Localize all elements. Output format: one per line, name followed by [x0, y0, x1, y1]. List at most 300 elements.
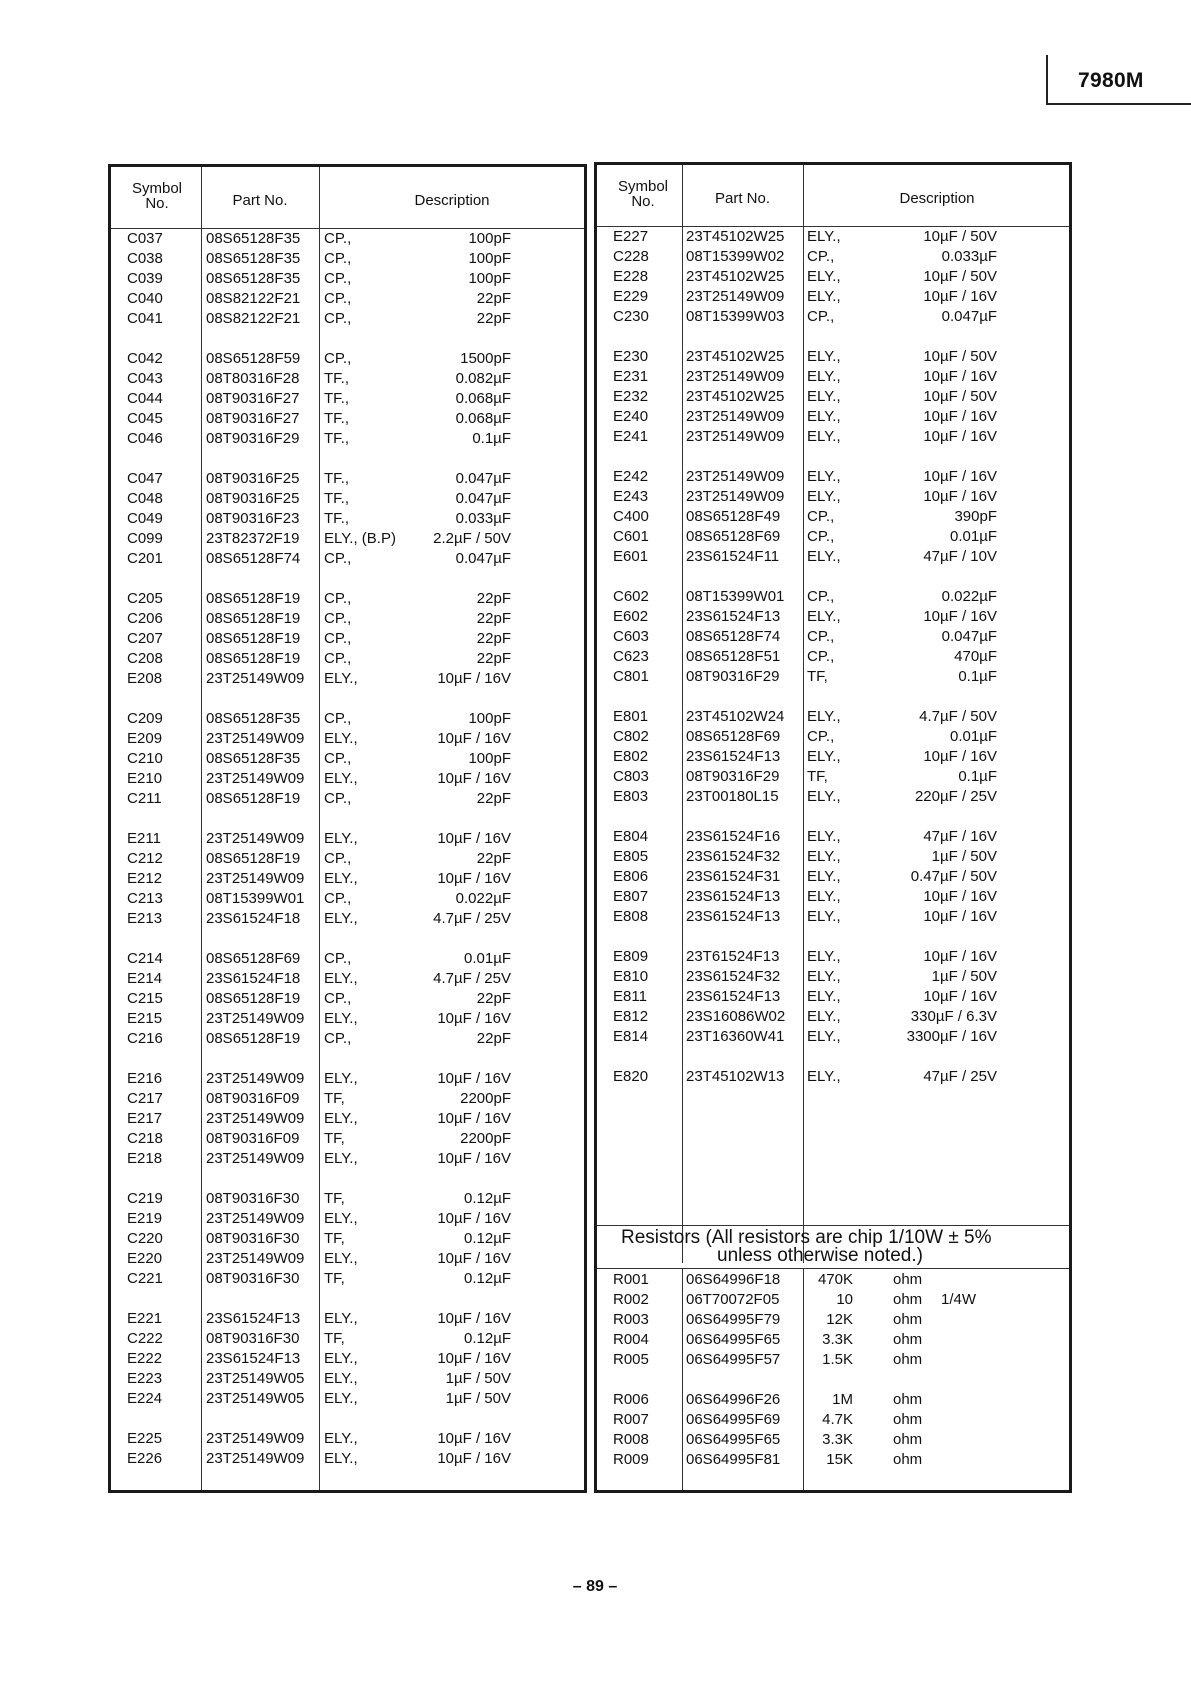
- part-number-cell: 23T25149W09: [206, 770, 305, 787]
- symbol-cell: C214: [127, 950, 163, 967]
- value-cell: 0.068µF: [455, 390, 511, 407]
- table-row: [597, 1390, 1069, 1410]
- value-cell: 12K: [826, 1311, 853, 1328]
- symbol-cell: C221: [127, 1270, 163, 1287]
- value-cell: 10: [836, 1291, 853, 1308]
- part-number-cell: 06S64995F79: [686, 1311, 781, 1328]
- value-cell: 3.3K: [822, 1431, 853, 1448]
- symbol-header: Symbol No.: [131, 180, 183, 212]
- table-row: [597, 667, 1069, 687]
- symbol-cell: R006: [613, 1391, 649, 1408]
- resistors-note: unless otherwise noted.): [717, 1245, 923, 1266]
- type-cell: TF,: [324, 1230, 345, 1247]
- symbol-cell: C209: [127, 710, 163, 727]
- table-row: [597, 1290, 1069, 1310]
- type-cell: TF,: [324, 1130, 345, 1147]
- value-cell: 10µF / 16V: [923, 428, 997, 445]
- part-number-cell: 23T25149W09: [686, 488, 785, 505]
- type-cell: CP.,: [807, 648, 835, 665]
- table-row: [111, 629, 584, 649]
- table-row: [597, 647, 1069, 667]
- type-cell: CP.,: [807, 628, 835, 645]
- type-cell: ELY.,: [324, 870, 358, 887]
- unit-cell: ohm: [893, 1311, 923, 1328]
- symbol-cell: R007: [613, 1411, 649, 1428]
- value-cell: 0.1µF: [472, 430, 511, 447]
- part-number-cell: 08S65128F69: [686, 528, 781, 545]
- type-cell: CP.,: [324, 1030, 352, 1047]
- value-cell: 22pF: [476, 310, 511, 327]
- part-number-cell: 08T90316F30: [206, 1190, 300, 1207]
- part-header: Part No.: [714, 190, 771, 207]
- symbol-cell: R001: [613, 1271, 649, 1288]
- type-cell: CP.,: [807, 528, 835, 545]
- type-cell: ELY.,: [807, 988, 841, 1005]
- symbol-cell: C603: [613, 628, 649, 645]
- unit-cell: ohm: [893, 1271, 923, 1288]
- part-number-cell: 23T45102W25: [686, 268, 785, 285]
- part-number-cell: 23T25149W09: [206, 870, 305, 887]
- value-cell: 10µF / 50V: [923, 388, 997, 405]
- part-number-cell: 23T45102W13: [686, 1068, 785, 1085]
- value-cell: 0.12µF: [464, 1190, 511, 1207]
- part-number-cell: 23S61524F13: [686, 888, 781, 905]
- symbol-cell: C046: [127, 430, 163, 447]
- value-cell: 10µF / 16V: [437, 670, 511, 687]
- part-number-cell: 23S61524F13: [686, 608, 781, 625]
- symbol-cell: R004: [613, 1331, 649, 1348]
- value-cell: 22pF: [476, 590, 511, 607]
- symbol-cell: E814: [613, 1028, 649, 1045]
- value-cell: 10µF / 16V: [923, 488, 997, 505]
- symbol-cell: E210: [127, 770, 163, 787]
- part-number-cell: 06S64995F69: [686, 1411, 781, 1428]
- symbol-cell: E223: [127, 1370, 163, 1387]
- value-cell: 0.047µF: [455, 490, 511, 507]
- symbol-cell: C040: [127, 290, 163, 307]
- symbol-cell: E208: [127, 670, 163, 687]
- value-cell: 0.12µF: [464, 1230, 511, 1247]
- left-parts-table: [108, 164, 587, 1493]
- part-number-cell: 23S61524F11: [686, 548, 780, 565]
- type-cell: CP.,: [324, 710, 352, 727]
- table-row: [111, 769, 584, 789]
- value-cell: 100pF: [468, 250, 511, 267]
- table-row: [597, 587, 1069, 607]
- value-cell: 220µF / 25V: [914, 788, 997, 805]
- symbol-cell: E231: [613, 368, 649, 385]
- table-row: [597, 1330, 1069, 1350]
- type-cell: ELY.,: [807, 908, 841, 925]
- symbol-cell: C216: [127, 1030, 163, 1047]
- part-number-cell: 23T45102W25: [686, 388, 785, 405]
- part-number-cell: 08S65128F19: [206, 610, 301, 627]
- value-cell: 10µF / 16V: [923, 288, 997, 305]
- value-cell: 0.047µF: [455, 550, 511, 567]
- unit-cell: ohm: [893, 1391, 923, 1408]
- type-cell: CP.,: [324, 230, 352, 247]
- value-cell: 0.01µF: [950, 728, 997, 745]
- table-row: [111, 949, 584, 969]
- symbol-cell: C043: [127, 370, 163, 387]
- part-number-cell: 08T90316F25: [206, 470, 300, 487]
- symbol-cell: E224: [127, 1390, 163, 1407]
- table-row: [597, 307, 1069, 327]
- symbol-cell: C049: [127, 510, 163, 527]
- part-number-cell: 08S82122F21: [206, 310, 301, 327]
- symbol-cell: C215: [127, 990, 163, 1007]
- symbol-cell: E804: [613, 828, 649, 845]
- part-number-cell: 23T61524F13: [686, 948, 780, 965]
- part-number-cell: 08T90316F09: [206, 1090, 300, 1107]
- table-row: [111, 1329, 584, 1349]
- part-number-cell: 23T25149W09: [686, 368, 785, 385]
- description-header: Description: [899, 190, 975, 207]
- part-number-cell: 08S65128F19: [206, 1030, 301, 1047]
- symbol-header: Symbol No.: [617, 178, 669, 210]
- type-cell: ELY.,: [324, 730, 358, 747]
- table-row: [111, 729, 584, 749]
- value-cell: 2200pF: [460, 1130, 511, 1147]
- table-row: [597, 547, 1069, 567]
- symbol-cell: E226: [127, 1450, 163, 1467]
- symbol-cell: E807: [613, 888, 649, 905]
- symbol-cell: C038: [127, 250, 163, 267]
- value-cell: 0.12µF: [464, 1330, 511, 1347]
- value-cell: 0.01µF: [950, 528, 997, 545]
- symbol-cell: E215: [127, 1010, 163, 1027]
- type-cell: ELY.,: [807, 268, 841, 285]
- symbol-cell: R005: [613, 1351, 649, 1368]
- part-number-cell: 06S64996F26: [686, 1391, 781, 1408]
- type-cell: CP.,: [807, 308, 835, 325]
- table-row: [597, 507, 1069, 527]
- type-cell: ELY.,: [324, 1010, 358, 1027]
- table-row: [111, 969, 584, 989]
- type-cell: TF.,: [324, 390, 349, 407]
- part-number-cell: 23S61524F18: [206, 910, 301, 927]
- part-number-cell: 08T90316F29: [206, 430, 300, 447]
- type-cell: TF,: [324, 1190, 345, 1207]
- table-row: [111, 249, 584, 269]
- table-header: [597, 165, 1069, 227]
- symbol-cell: E230: [613, 348, 649, 365]
- part-number-cell: 08S65128F74: [686, 628, 781, 645]
- type-cell: CP.,: [324, 850, 352, 867]
- symbol-cell: E211: [127, 830, 161, 847]
- type-cell: ELY.,: [807, 888, 841, 905]
- value-cell: 10µF / 50V: [923, 228, 997, 245]
- symbol-cell: E214: [127, 970, 163, 987]
- table-row: [111, 489, 584, 509]
- table-row: [597, 827, 1069, 847]
- table-row: [597, 1430, 1069, 1450]
- value-cell: 10µF / 16V: [437, 830, 511, 847]
- symbol-cell: C222: [127, 1330, 163, 1347]
- value-cell: 0.1µF: [958, 668, 997, 685]
- part-number-cell: 23T25149W09: [206, 670, 305, 687]
- part-number-cell: 08S65128F49: [686, 508, 781, 525]
- symbol-cell: C228: [613, 248, 649, 265]
- part-number-cell: 23T25149W09: [686, 428, 785, 445]
- part-number-cell: 23T25149W09: [686, 468, 785, 485]
- table-row: [597, 287, 1069, 307]
- part-number-cell: 08S65128F59: [206, 350, 301, 367]
- type-cell: CP.,: [324, 890, 352, 907]
- unit-cell: ohm: [893, 1451, 923, 1468]
- part-number-cell: 08T15399W02: [686, 248, 785, 265]
- value-cell: 0.047µF: [941, 308, 997, 325]
- part-number-cell: 23S61524F13: [206, 1350, 301, 1367]
- symbol-cell: C039: [127, 270, 163, 287]
- part-number-cell: 08S65128F35: [206, 230, 301, 247]
- symbol-cell: E243: [613, 488, 649, 505]
- table-row: [111, 589, 584, 609]
- value-cell: 22pF: [476, 610, 511, 627]
- part-number-cell: 08T80316F28: [206, 370, 300, 387]
- type-cell: TF.,: [324, 430, 349, 447]
- part-number-cell: 23T25149W09: [206, 830, 305, 847]
- value-cell: 4.7µF / 25V: [433, 910, 511, 927]
- symbol-cell: R003: [613, 1311, 649, 1328]
- part-number-cell: 08S65128F35: [206, 750, 301, 767]
- type-cell: ELY.,: [807, 368, 841, 385]
- table-row: [597, 1410, 1069, 1430]
- table-row: [597, 527, 1069, 547]
- value-cell: 22pF: [476, 650, 511, 667]
- symbol-cell: E242: [613, 468, 649, 485]
- type-cell: ELY.,: [324, 1430, 358, 1447]
- symbol-cell: E212: [127, 870, 163, 887]
- symbol-cell: E216: [127, 1070, 163, 1087]
- part-number-cell: 08T90316F30: [206, 1230, 300, 1247]
- part-number-cell: 23T25149W09: [206, 1110, 305, 1127]
- table-row: [597, 487, 1069, 507]
- part-number-cell: 06S64995F57: [686, 1351, 781, 1368]
- symbol-cell: E820: [613, 1068, 649, 1085]
- type-cell: CP.,: [324, 610, 352, 627]
- part-number-cell: 08S82122F21: [206, 290, 301, 307]
- table-row: [111, 829, 584, 849]
- symbol-cell: C099: [127, 530, 163, 547]
- value-cell: 470µF: [954, 648, 997, 665]
- value-cell: 0.033µF: [941, 248, 997, 265]
- part-number-cell: 23S61524F13: [686, 748, 781, 765]
- table-row: [597, 867, 1069, 887]
- symbol-cell: E240: [613, 408, 649, 425]
- type-cell: ELY.,: [324, 1450, 358, 1467]
- value-cell: 1µF / 50V: [931, 848, 997, 865]
- type-cell: CP.,: [324, 310, 352, 327]
- value-cell: 1.5K: [822, 1351, 853, 1368]
- value-cell: 4.7K: [822, 1411, 853, 1428]
- part-header: Part No.: [232, 192, 288, 209]
- table-row: [111, 429, 584, 449]
- part-number-cell: 23S61524F18: [206, 970, 301, 987]
- symbol-cell: C045: [127, 410, 163, 427]
- type-cell: CP.,: [324, 290, 352, 307]
- type-cell: ELY., (B.P): [324, 530, 396, 547]
- table-row: [111, 269, 584, 289]
- type-cell: TF,: [324, 1090, 345, 1107]
- type-cell: CP.,: [324, 950, 352, 967]
- type-cell: TF.,: [324, 510, 349, 527]
- part-number-cell: 08T90316F29: [686, 768, 780, 785]
- part-number-cell: 08S65128F69: [206, 950, 301, 967]
- type-cell: ELY.,: [324, 1250, 358, 1267]
- table-row: [111, 369, 584, 389]
- type-cell: CP.,: [324, 250, 352, 267]
- symbol-cell: E809: [613, 948, 649, 965]
- value-cell: 10µF / 50V: [923, 348, 997, 365]
- value-cell: 10µF / 16V: [437, 1250, 511, 1267]
- type-cell: CP.,: [807, 728, 835, 745]
- value-cell: 47µF / 10V: [923, 548, 997, 565]
- value-cell: 10µF / 16V: [437, 770, 511, 787]
- value-cell: 0.082µF: [455, 370, 511, 387]
- table-row: [597, 1027, 1069, 1047]
- symbol-cell: R002: [613, 1291, 649, 1308]
- value-cell: 100pF: [468, 230, 511, 247]
- symbol-cell: E213: [127, 910, 163, 927]
- value-cell: 10µF / 16V: [923, 948, 997, 965]
- table-row: [597, 267, 1069, 287]
- part-number-cell: 08S65128F69: [686, 728, 781, 745]
- value-cell: 10µF / 16V: [437, 870, 511, 887]
- table-row: [597, 367, 1069, 387]
- value-cell: 10µF / 16V: [923, 368, 997, 385]
- value-cell: 10µF / 16V: [437, 1070, 511, 1087]
- type-cell: ELY.,: [807, 388, 841, 405]
- symbol-cell: R009: [613, 1451, 649, 1468]
- symbol-cell: C048: [127, 490, 163, 507]
- type-cell: ELY.,: [807, 868, 841, 885]
- part-number-cell: 08T15399W03: [686, 308, 785, 325]
- model-box: [1046, 55, 1191, 105]
- table-row: [111, 409, 584, 429]
- value-cell: 0.022µF: [941, 588, 997, 605]
- unit-cell: ohm: [893, 1431, 923, 1448]
- value-cell: 1µF / 50V: [445, 1370, 511, 1387]
- table-row: [111, 649, 584, 669]
- symbol-cell: C206: [127, 610, 163, 627]
- type-cell: ELY.,: [807, 608, 841, 625]
- symbol-cell: E801: [613, 708, 649, 725]
- table-row: [597, 907, 1069, 927]
- value-cell: 10µF / 16V: [923, 468, 997, 485]
- value-cell: 10µF / 16V: [923, 608, 997, 625]
- part-number-cell: 23T25149W09: [206, 1450, 305, 1467]
- table-row: [597, 1270, 1069, 1290]
- symbol-cell: C042: [127, 350, 163, 367]
- value-cell: 22pF: [476, 850, 511, 867]
- part-number-cell: 08S65128F35: [206, 270, 301, 287]
- type-cell: ELY.,: [807, 828, 841, 845]
- value-cell: 10µF / 16V: [437, 1450, 511, 1467]
- table-row: [111, 1269, 584, 1289]
- part-number-cell: 23T25149W09: [206, 1070, 305, 1087]
- part-number-cell: 08S65128F19: [206, 790, 301, 807]
- symbol-cell: E232: [613, 388, 649, 405]
- table-row: [597, 787, 1069, 807]
- table-row: [111, 1389, 584, 1409]
- symbol-cell: C230: [613, 308, 649, 325]
- symbol-cell: E225: [127, 1430, 163, 1447]
- symbol-cell: E241: [613, 428, 649, 445]
- value-cell: 100pF: [468, 750, 511, 767]
- symbol-cell: C211: [127, 790, 162, 807]
- type-cell: ELY.,: [807, 408, 841, 425]
- table-row: [111, 229, 584, 249]
- type-cell: ELY.,: [807, 548, 841, 565]
- type-cell: CP.,: [807, 588, 835, 605]
- part-number-cell: 06S64995F65: [686, 1431, 781, 1448]
- table-row: [111, 1229, 584, 1249]
- table-row: [111, 309, 584, 329]
- part-number-cell: 08T90316F30: [206, 1270, 300, 1287]
- type-cell: CP.,: [807, 508, 835, 525]
- type-cell: ELY.,: [807, 288, 841, 305]
- value-cell: 10µF / 16V: [923, 408, 997, 425]
- type-cell: ELY.,: [807, 428, 841, 445]
- type-cell: CP.,: [324, 350, 352, 367]
- type-cell: ELY.,: [807, 788, 841, 805]
- value-cell: 330µF / 6.3V: [910, 1008, 997, 1025]
- value-cell: 0.033µF: [455, 510, 511, 527]
- part-number-cell: 08T15399W01: [686, 588, 785, 605]
- type-cell: ELY.,: [324, 910, 358, 927]
- part-number-cell: 08S65128F51: [686, 648, 781, 665]
- type-cell: CP.,: [324, 550, 352, 567]
- value-cell: 10µF / 16V: [437, 1150, 511, 1167]
- symbol-cell: C400: [613, 508, 649, 525]
- part-number-cell: 08T90316F27: [206, 390, 300, 407]
- part-number-cell: 08T90316F25: [206, 490, 300, 507]
- symbol-cell: C623: [613, 648, 649, 665]
- table-row: [597, 707, 1069, 727]
- resistors-header: [597, 1225, 1069, 1269]
- part-number-cell: 23S61524F13: [686, 908, 781, 925]
- value-cell: 100pF: [468, 270, 511, 287]
- description-header: Description: [414, 192, 490, 209]
- part-number-cell: 23S61524F32: [686, 848, 781, 865]
- symbol-cell: E217: [127, 1110, 163, 1127]
- symbol-cell: C207: [127, 630, 163, 647]
- value-cell: 22pF: [476, 290, 511, 307]
- table-row: [111, 1189, 584, 1209]
- value-cell: 10µF / 16V: [437, 730, 511, 747]
- part-number-cell: 23T25149W09: [206, 730, 305, 747]
- symbol-cell: C219: [127, 1190, 163, 1207]
- symbol-cell: E802: [613, 748, 649, 765]
- note-cell: 1/4W: [941, 1291, 977, 1308]
- resistors-title: Resistors (All resistors are chip 1/10W ± 5%: [621, 1227, 992, 1248]
- type-cell: ELY.,: [324, 1150, 358, 1167]
- symbol-cell: E220: [127, 1250, 163, 1267]
- symbol-cell: E806: [613, 868, 649, 885]
- table-row: [111, 989, 584, 1009]
- symbol-cell: E602: [613, 608, 649, 625]
- table-row: [111, 869, 584, 889]
- value-cell: 22pF: [476, 1030, 511, 1047]
- type-cell: ELY.,: [324, 770, 358, 787]
- part-number-cell: 08T90316F29: [686, 668, 780, 685]
- value-cell: 22pF: [476, 790, 511, 807]
- symbol-cell: E805: [613, 848, 649, 865]
- type-cell: TF,: [807, 668, 828, 685]
- table-row: [111, 669, 584, 689]
- part-number-cell: 23T25149W09: [206, 1210, 305, 1227]
